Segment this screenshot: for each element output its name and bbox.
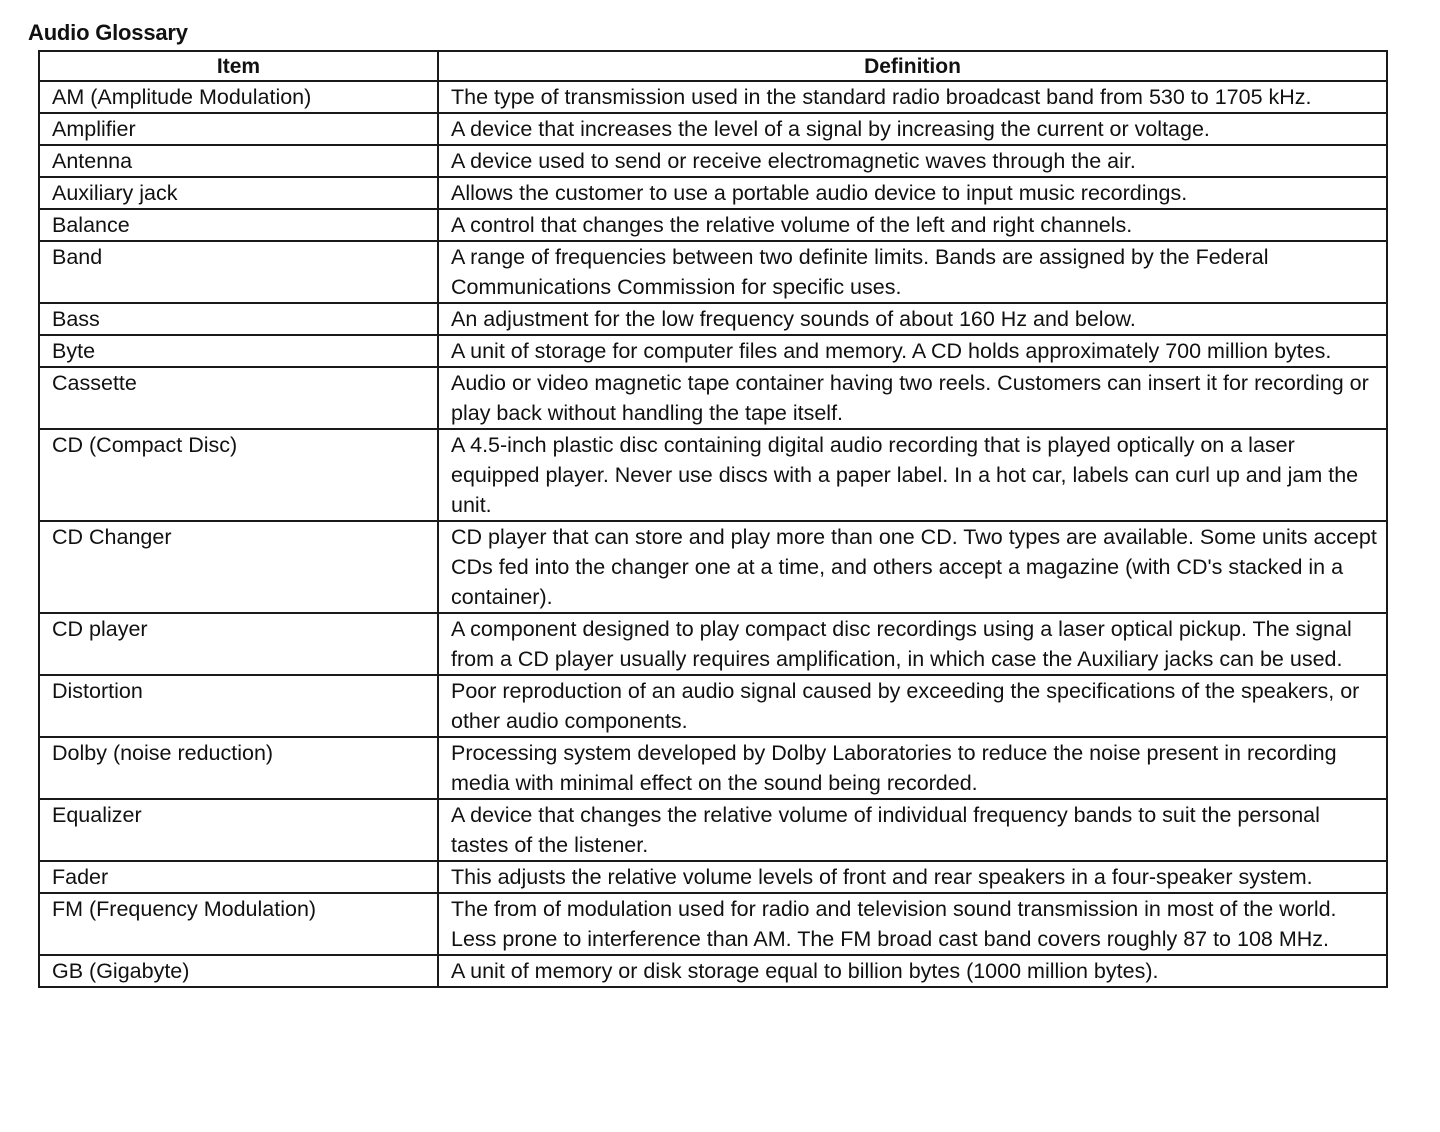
table-row bbox=[39, 799, 1387, 861]
term-cell: CD Changer bbox=[39, 521, 438, 613]
definition-cell: Processing system developed by Dolby Laboratories to reduce the noise present in recording media with minimal effect on the sound being recorded. bbox=[438, 737, 1387, 799]
definition-cell: The type of transmission used in the standard radio broadcast band from 530 to 1705 kHz. bbox=[438, 81, 1387, 113]
definition-cell: A device used to send or receive electromagnetic waves through the air. bbox=[438, 145, 1387, 177]
definition-cell: A range of frequencies between two definite limits. Bands are assigned by the Federal Communications Commission for specific uses. bbox=[438, 241, 1387, 303]
table-row bbox=[39, 613, 1387, 675]
definition-cell: A component designed to play compact disc recordings using a laser optical pickup. The signal from a CD player usually requires amplification, in which case the Auxiliary jacks can be used. bbox=[438, 613, 1387, 675]
table-row bbox=[39, 177, 1387, 209]
table-row bbox=[39, 367, 1387, 429]
term-cell: Auxiliary jack bbox=[39, 177, 438, 209]
table-row bbox=[39, 335, 1387, 367]
term-cell: AM (Amplitude Modulation) bbox=[39, 81, 438, 113]
term-cell: Fader bbox=[39, 861, 438, 893]
term-cell: Band bbox=[39, 241, 438, 303]
definition-cell: A control that changes the relative volume of the left and right channels. bbox=[438, 209, 1387, 241]
definition-cell: Audio or video magnetic tape container having two reels. Customers can insert it for recording or play back without handling the tape itself. bbox=[438, 367, 1387, 429]
definition-cell: CD player that can store and play more than one CD. Two types are available. Some units accept CDs fed into the changer one at a time, and others accept a magazine (with CD's stacked in a container). bbox=[438, 521, 1387, 613]
definition-cell: A device that changes the relative volume of individual frequency bands to suit the personal tastes of the listener. bbox=[438, 799, 1387, 861]
definition-cell: Allows the customer to use a portable audio device to input music recordings. bbox=[438, 177, 1387, 209]
term-cell: Amplifier bbox=[39, 113, 438, 145]
table-row bbox=[39, 955, 1387, 987]
table-row bbox=[39, 113, 1387, 145]
table-row bbox=[39, 303, 1387, 335]
definition-cell: An adjustment for the low frequency sounds of about 160 Hz and below. bbox=[438, 303, 1387, 335]
term-cell: Antenna bbox=[39, 145, 438, 177]
table-row bbox=[39, 521, 1387, 613]
term-cell: Equalizer bbox=[39, 799, 438, 861]
term-cell: CD (Compact Disc) bbox=[39, 429, 438, 521]
page-title: Audio Glossary bbox=[28, 20, 188, 45]
term-cell: CD player bbox=[39, 613, 438, 675]
table-row bbox=[39, 145, 1387, 177]
column-header-item: Item bbox=[39, 51, 438, 81]
column-header-definition: Definition bbox=[438, 51, 1387, 81]
term-cell: Dolby (noise reduction) bbox=[39, 737, 438, 799]
table-row bbox=[39, 209, 1387, 241]
definition-cell: This adjusts the relative volume levels of front and rear speakers in a four-speaker system. bbox=[438, 861, 1387, 893]
table-row bbox=[39, 81, 1387, 113]
term-cell: FM (Frequency Modulation) bbox=[39, 893, 438, 955]
term-cell: Bass bbox=[39, 303, 438, 335]
table-row bbox=[39, 241, 1387, 303]
glossary-table bbox=[38, 50, 1388, 988]
term-cell: Distortion bbox=[39, 675, 438, 737]
definition-cell: A device that increases the level of a signal by increasing the current or voltage. bbox=[438, 113, 1387, 145]
definition-cell: Poor reproduction of an audio signal caused by exceeding the specifications of the speakers, or other audio components. bbox=[438, 675, 1387, 737]
header-row bbox=[39, 51, 1387, 81]
definition-cell: A 4.5-inch plastic disc containing digital audio recording that is played optically on a laser equipped player. Never use discs with a paper label. In a hot car, labels can curl up and jam the unit. bbox=[438, 429, 1387, 521]
definition-cell: The from of modulation used for radio and television sound transmission in most of the world. Less prone to interference than AM. The FM broad cast band covers roughly 87 to 108 MHz. bbox=[438, 893, 1387, 955]
term-cell: GB (Gigabyte) bbox=[39, 955, 438, 987]
table-row bbox=[39, 675, 1387, 737]
table-row bbox=[39, 893, 1387, 955]
term-cell: Balance bbox=[39, 209, 438, 241]
term-cell: Cassette bbox=[39, 367, 438, 429]
table-row bbox=[39, 861, 1387, 893]
definition-cell: A unit of storage for computer files and memory. A CD holds approximately 700 million bytes. bbox=[438, 335, 1387, 367]
table-row bbox=[39, 737, 1387, 799]
term-cell: Byte bbox=[39, 335, 438, 367]
table-row bbox=[39, 429, 1387, 521]
glossary-body bbox=[39, 81, 1387, 987]
definition-cell: A unit of memory or disk storage equal to billion bytes (1000 million bytes). bbox=[438, 955, 1387, 987]
